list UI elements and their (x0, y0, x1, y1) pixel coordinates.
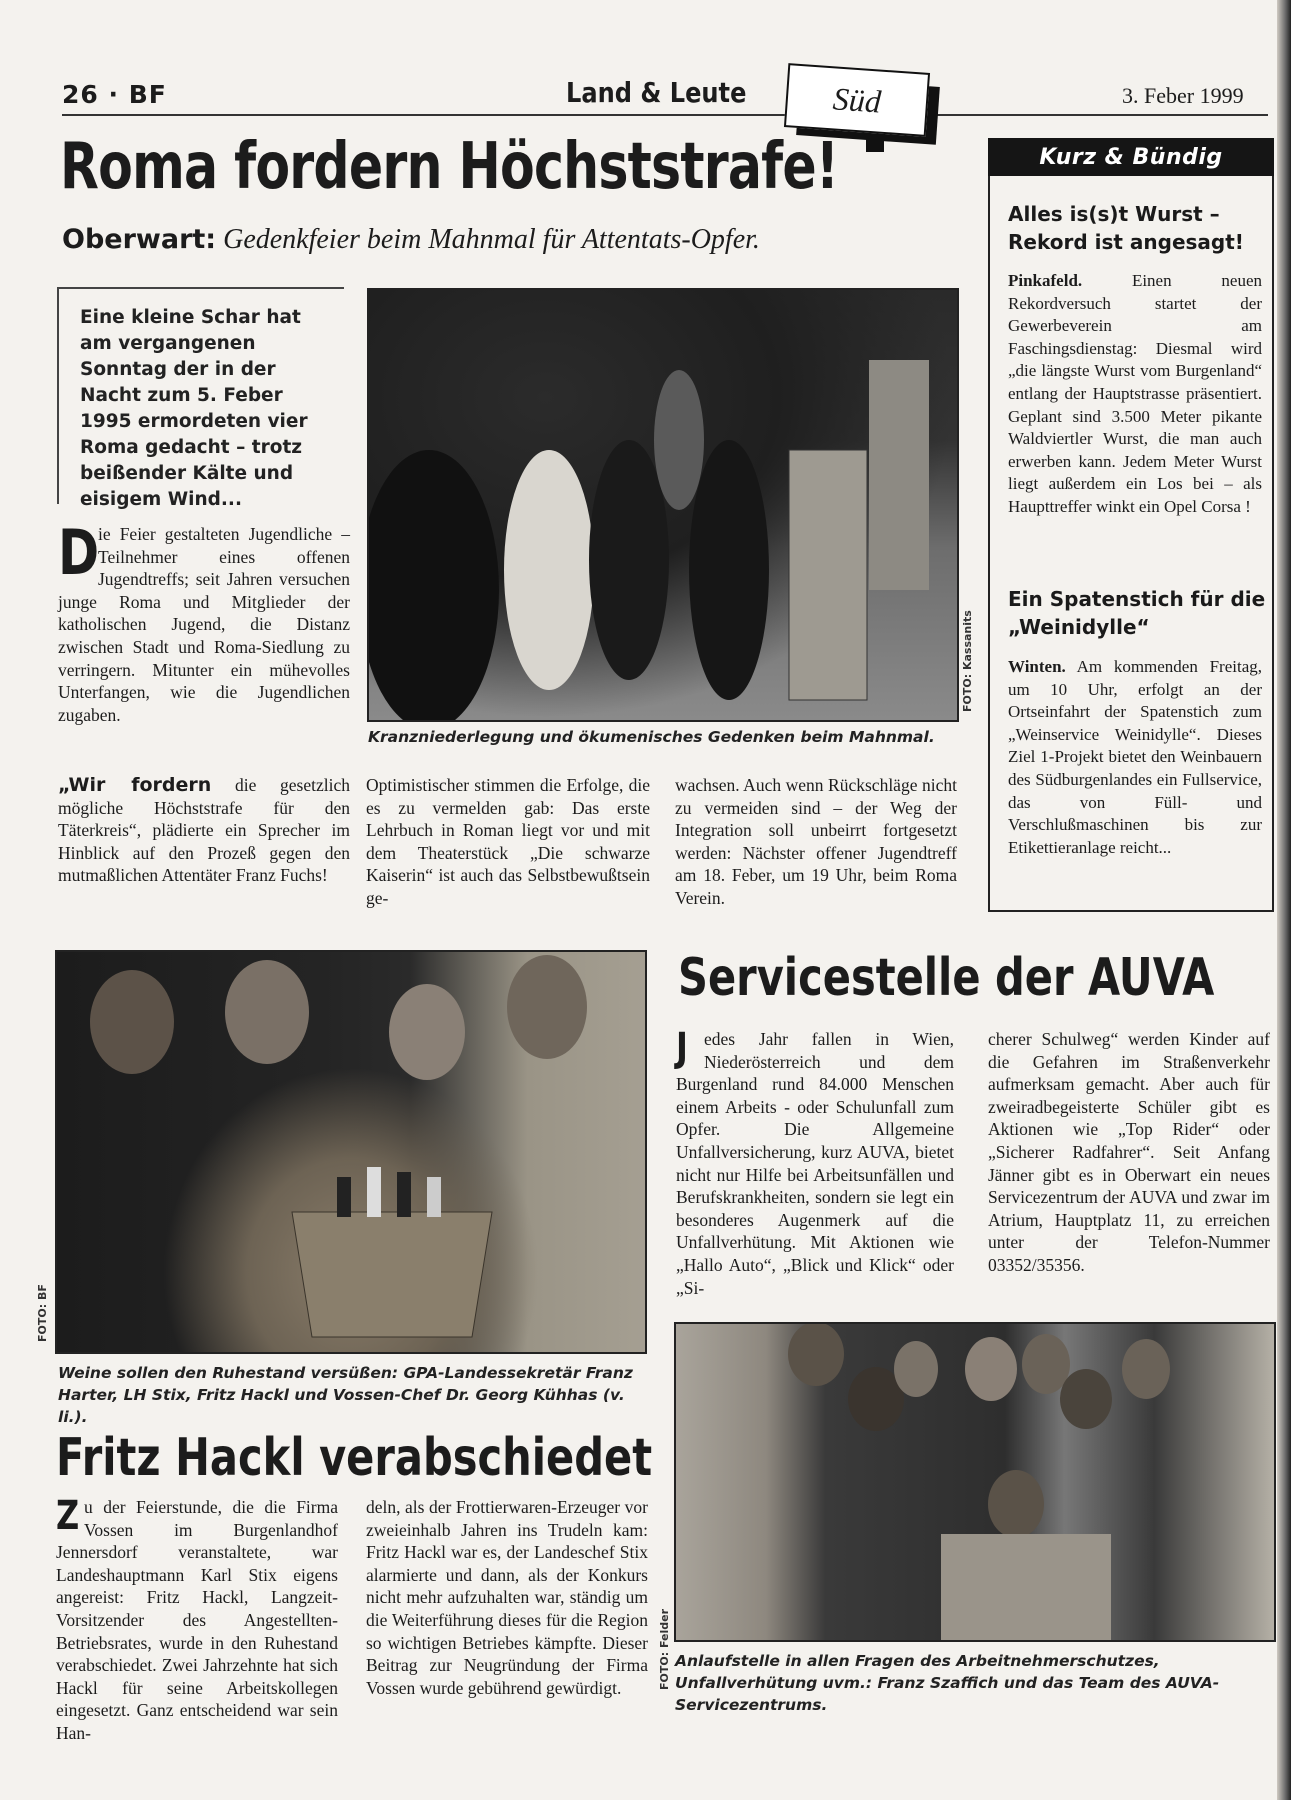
main-headline: Roma fordern Höchststrafe! (60, 130, 839, 204)
lead-text: Eine kleine Schar hat am vergangenen Sonntag der in der Nacht zum 5. Feber 1995 ermordeten vier Roma gedacht – trotz beißender Kälte und eisigem Wind... (80, 307, 308, 510)
sidebar-item-body (1008, 656, 1262, 859)
sidebar-item-text: Am kommenden Freitag, um 10 Uhr, erfolgt an der Ortseinfahrt der Spatenstich zum „Weinservice Weinidylle“. Dieses Ziel 1-Projekt bietet den Weinbauern des Südburgenlandes ein Fullservice, das von Füll- und Verschlußmaschinen bis zur Etikettieranlage reicht... (1008, 657, 1262, 857)
column-text: u der Feierstunde, die die Firma Vossen im Burgenlandhof Jennersdorf veranstaltete, war Landeshauptmann Karl Stix eigens angereist: Fritz Hackl, Langzeit-Vorsitzender des Angestellten-Betriebsrates, wurde in den Ruhestand verabschiedet. Zwei Jahrzehnte hat sich Hackl für seine Arbeitskollegen eingesetzt. Ganz entscheidend war sein Han- (56, 1497, 338, 1743)
dateline: Winten. (1008, 657, 1066, 676)
subhead-text: Gedenkfeier beim Mahnmal für Attentats-Opfer. (216, 224, 760, 255)
main-article-paragraph: Optimistischer stimmen die Erfolge, die es zu vermelden gab: Das erste Lehrbuch in Roman liegt vor und mit dem Theaterstück „Die schwarze Kaiserin“ ist auch das Selbstbewußtsein ge- (366, 775, 650, 908)
photo-credit: FOTO: Felder (658, 1608, 671, 1690)
memorial-photo (367, 288, 959, 722)
sidebar-item-text: Einen neuen Rekordversuch startet der Gewerbeverein am Faschingsdienstag: Diesmal wird „die längste Wurst vom Burgenland“ entlang der Hauptstrasse präsentiert. Geplant sind 3.500 Meter pikante Waldviertler Wurst, die man auch erwerben kann. Jedem Meter Wurst liegt außerdem ein Los bei – als Haupttreffer winkt ein Opel Corsa ! (1008, 271, 1262, 516)
article-headline: Fritz Hackl verabschiedet (56, 1428, 653, 1488)
photo-credit: FOTO: Kassanits (961, 610, 974, 712)
photo-caption: Anlaufstelle in allen Fragen des Arbeitnehmerschutzes, Unfallverhütung uvm.: Franz Szaffich und das Team des AUVA-Servicezentrums. (675, 1652, 1220, 1714)
drop-cap: D (58, 516, 100, 589)
region-badge: Süd (784, 63, 930, 137)
article-column: cherer Schulweg“ werden Kinder auf die Gefahren im Straßenverkehr aufmerksam gemacht. Aber auch für zweiradbegeisterte Schüler gibt es Aktionen wie „Top Rider“ oder „Sicherer Radfahrer“. Seit Anfang Jänner gibt es in Oberwart ein neues Servicezentrum der AUVA und zwar im Atrium, Hauptplatz 11, zu erreichen unter der Telefon-Nummer 03352/35356. (988, 1029, 1270, 1275)
article-headline: Servicestelle der AUVA (678, 948, 1215, 1008)
header-rule (62, 114, 1268, 116)
section-title: Land & Leute (566, 76, 747, 109)
dateline: Pinkafeld. (1008, 271, 1083, 290)
auva-team-photo-illustration (676, 1324, 1274, 1640)
photo-caption: Kranzniederlegung und ökumenisches Gedenken beim Mahnmal. (368, 728, 935, 746)
main-subhead (62, 224, 760, 256)
photo-credit: FOTO: BF (36, 1284, 49, 1342)
sidebar-item-title: Alles is(s)t Wurst – Rekord ist angesagt! (1008, 202, 1244, 254)
paragraph-text: ie Feier gestalteten Jugendliche – Teilnehmer eines offenen Jugendtreffs; seit Jahren versuchen junge Roma und Mitglieder der katholischen Jugend, die Distanz zwischen Stadt und Roma-Siedlung zu verringern. Mitunter ein mühevolles Unterfangen, wie die Jugendlichen zugaben. (58, 524, 350, 725)
sidebar-header: Kurz & Bündig (988, 138, 1274, 176)
column-text: edes Jahr fallen in Wien, Niederösterreich und dem Burgenland rund 84.000 Menschen einem Arbeits - oder Schulunfall zum Opfer. Die Allgemeine Unfallversicherung, kurz AUVA, bietet nicht nur Hilfe bei Arbeitsunfällen und Berufskrankheiten, sondern sie legt ein besonderes Augenmerk auf die Unfallverhütung. Mit Aktionen wie „Hallo Auto“, „Blick und Klick“ oder „Si- (676, 1029, 954, 1298)
paragraph-text: die gesetzlich mögliche Höchststrafe für den Täterkreis“, plädierte ein Sprecher im Hinblick auf den Prozeß gegen den mutmaßlichen Attentäter Franz Fuchs! (58, 775, 350, 886)
article-column (56, 1493, 338, 1745)
main-article-paragraph: wachsen. Auch wenn Rückschläge nicht zu vermeiden sind – der Weg der Integration soll unbeirrt fortgesetzt werden: Nächster offener Jugendtreff am 18. Feber, um 19 Uhr, beim Roma Verein. (675, 775, 957, 908)
auva-team-photo (674, 1322, 1276, 1642)
subhead-place: Oberwart: (62, 224, 217, 255)
wine-basket-photo-illustration (57, 952, 645, 1352)
article-column (676, 1025, 954, 1299)
drop-cap: J (676, 1025, 688, 1071)
quote-lead: „Wir fordern (58, 774, 212, 796)
page-number: 26 · BF (62, 80, 167, 109)
wine-basket-photo (55, 950, 647, 1354)
drop-cap: Z (56, 1493, 80, 1539)
issue-date: 3. Feber 1999 (1122, 83, 1244, 108)
sidebar-item-title: Ein Spatenstich für die „Weinidylle“ (1008, 587, 1266, 639)
scan-edge (1277, 0, 1291, 1800)
article-column: deln, als der Frottierwaren-Erzeuger vor zweieinhalb Jahren ins Trudeln kam: Fritz Hackl war es, der Landeschef Stix alarmierte und dann, als der Konkurs nicht mehr aufzuhalten war, ständig um die Weiterführung dieses für die Region so wichtigen Betriebes kämpfte. Dieser Beitrag zur Neugründung der Firma Vossen wurde gebührend gewürdigt. (366, 1497, 648, 1698)
photo-caption: Weine sollen den Ruhestand versüßen: GPA-Landessekretär Franz Harter, LH Stix, Fritz Hackl und Vossen-Chef Dr. Georg Kühhas (v. li.). (58, 1364, 633, 1426)
main-article-paragraph (58, 516, 350, 726)
memorial-photo-illustration (369, 290, 957, 720)
main-article-paragraph (58, 774, 350, 887)
sidebar-item-body (1008, 270, 1262, 519)
